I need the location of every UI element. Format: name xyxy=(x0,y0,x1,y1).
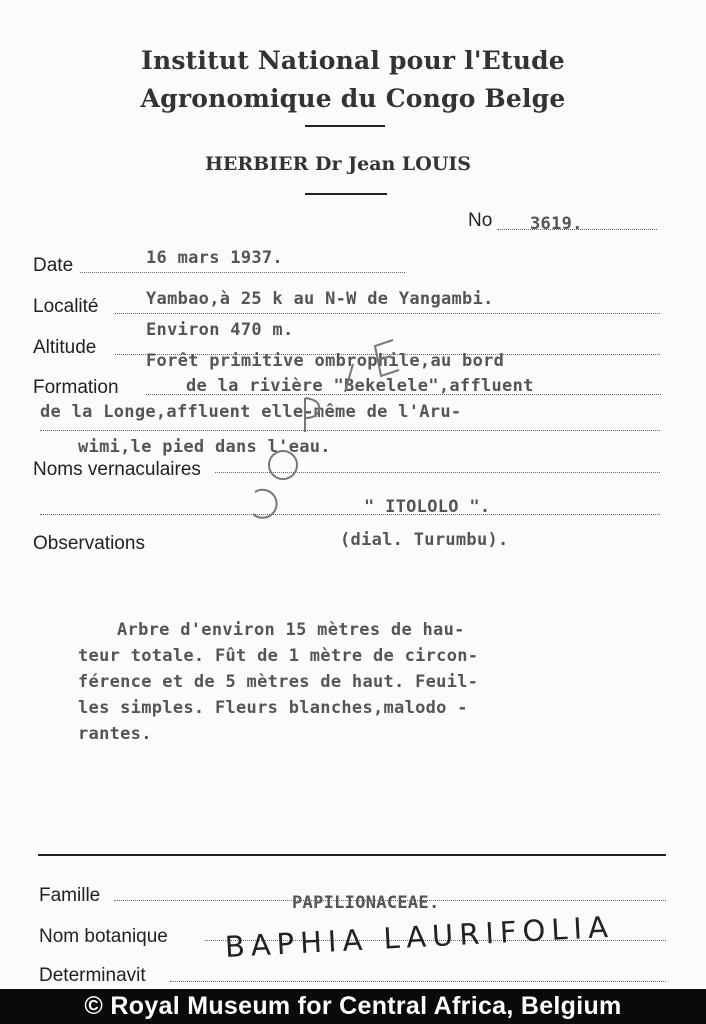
copie-stamp xyxy=(195,320,425,530)
copyright-footer: © Royal Museum for Central Africa, Belgium xyxy=(0,989,706,1024)
herbier-title: HERBIER Dr Jean LOUIS xyxy=(204,153,472,175)
famille-value: PAPILIONACEAE. xyxy=(292,893,440,913)
formation-label: Formation xyxy=(33,377,119,398)
date-dotted-line xyxy=(80,272,405,273)
nom-botanique-label: Nom botanique xyxy=(39,926,168,947)
description-line: Arbre d'environ 15 mètres de hau- xyxy=(117,620,465,640)
section-divider xyxy=(38,854,666,856)
formation-line: de la Longe,affluent elle-même de l'Aru- xyxy=(40,402,462,422)
observations-label: Observations xyxy=(33,533,145,554)
altitude-value: Environ 470 m. xyxy=(146,320,294,340)
number-label: No xyxy=(468,210,493,231)
observations-value: (dial. Turumbu). xyxy=(340,530,509,550)
institute-title-line2: Agronomique du Congo Belge xyxy=(140,84,566,113)
localite-value: Yambao,à 25 k au N-W de Yangambi. xyxy=(146,289,494,309)
date-label: Date xyxy=(33,255,74,276)
localite-label: Localité xyxy=(33,296,99,317)
description-line: rantes. xyxy=(78,724,152,744)
noms-label: Noms vernaculaires xyxy=(33,459,201,480)
determinavit-dotted-line xyxy=(170,981,666,982)
nom-botanique-handwritten: BAPHIA LAURIFOLIA xyxy=(224,909,615,964)
noms-value: " ITOLOLO ". xyxy=(364,497,491,517)
determinavit-label: Determinavit xyxy=(39,965,146,986)
title-divider xyxy=(305,125,385,127)
formation-line: Forêt primitive ombrophile,au bord xyxy=(146,351,505,371)
description-line: les simples. Fleurs blanches,malodo - xyxy=(78,698,468,718)
altitude-label: Altitude xyxy=(33,337,97,358)
herbier-divider xyxy=(305,193,387,195)
description-line: férence et de 5 mètres de haut. Feuil- xyxy=(78,672,479,692)
number-value: 3619. xyxy=(530,214,583,234)
formation-line: wimi,le pied dans l'eau. xyxy=(78,437,331,457)
date-value: 16 mars 1937. xyxy=(146,248,283,268)
famille-label: Famille xyxy=(39,885,101,906)
description-line: teur totale. Fût de 1 mètre de circon- xyxy=(78,646,479,666)
formation-line: de la rivière "Bekelele",affluent xyxy=(186,376,534,396)
institute-title-line1: Institut National pour l'Etude xyxy=(141,46,565,75)
localite-dotted-line xyxy=(115,313,660,314)
